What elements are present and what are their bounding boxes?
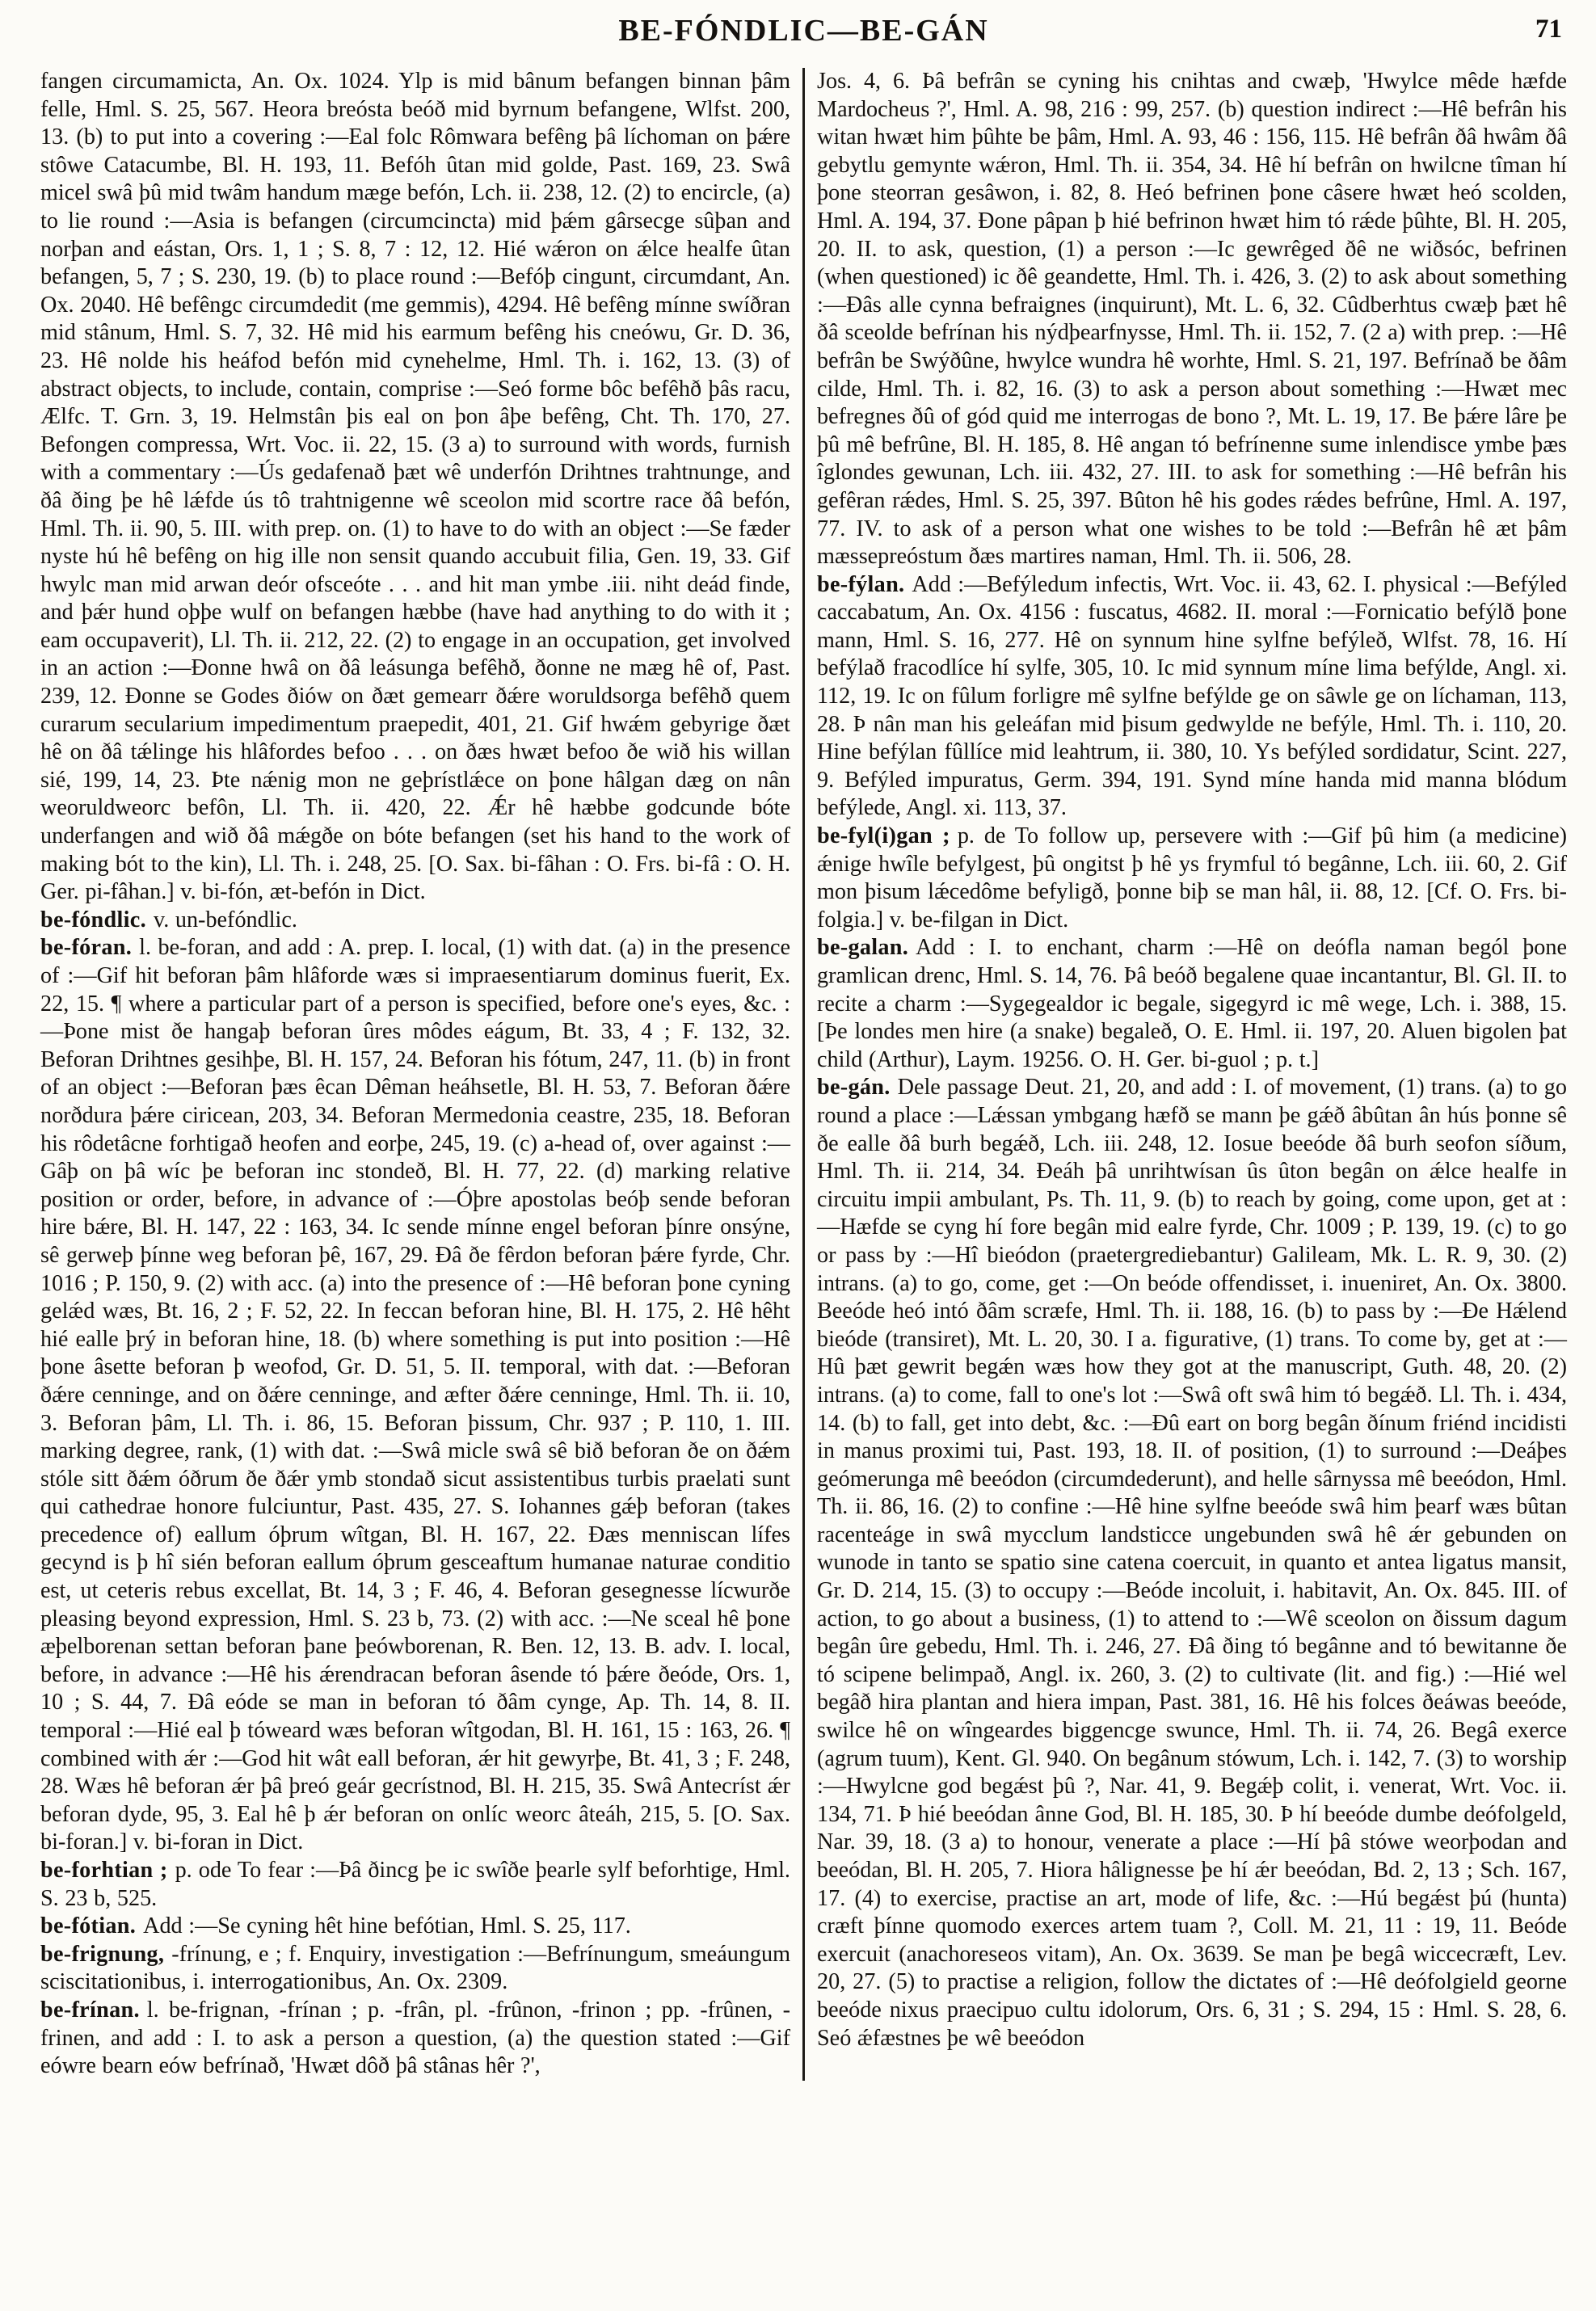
entry-headword: be-galan. xyxy=(817,935,909,961)
entry-text: Add :—Se cyning hêt hine befótian, Hml. S. 25, 117. xyxy=(143,1913,631,1939)
entry-text: fangen circumamicta, An. Ox. 1024. Ylp is mid bânum befangen binnan þâm felle, Hml. S. 25, 567. Heora breósta beóð mid byrnum befangene, Wlfst. 200, 13. (b) to put into a covering :—Eal folc Rômwara befêng þâ líchoman on þǽre stôwe Catacumbe, Bl. H. 193, 11. Befóh ûtan mid golde, Past. 169, 23. Swâ micel swâ þû mid twâm handum mæge befón, Lch. ii. 238, 12. (2) to encircle, (a) to lie round :—Asia is befangen (circumcincta) mid þǽm gârsecge sûþan and norþan and eástan, Ors. 1, 1 ; S. 8, 7 : 12, 12. Hié wǽron on ǽlce healfe ûtan befangen, 5, 7 ; S. 230, 19. (b) to place round :—Befóþ cingunt, circumdant, An. Ox. 2040. Hê befêngc circumdedit (me gemmis), 4294. Hê befêng mínne swíðran mid stânum, Hml. S. 7, 32. Hê mid his earmum befêng his cneówu, Gr. D. 36, 23. Hê nolde his heáfod befón mid cynehelme, Hml. Th. i. 162, 13. (3) of abstract objects, to include, contain, comprise :—Seó forme bôc befêhð þâs racu, Ælfc. T. Grn. 3, 19. Helmstân þis eal on þon âþe befêng, Cht. Th. 170, 27. Befongen compressa, Wrt. Voc. ii. 22, 15. (3 a) to surround with words, furnish with a commentary :—Ús gedafenað þæt wê underfón Drihtnes trahtnunge, and ðâ ðing þe hê lǽfde ús tô trahtnigenne wê sceolon mid scortre race ðâ befón, Hml. Th. ii. 90, 5. III. with prep. on. (1) to have to do with an object :—Se fæder nyste hú hê befêng on hig ille non sensit quando accubuit filia, Gen. 19, 33. Gif hwylc man mid arwan deór ofsceóte . . . and hit man ymbe .iii. niht deád finde, and þǽr hund oþþe wulf on befangen hæbbe (have had anything to do with it ; eam occupaverit), Ll. Th. ii. 212, 22. (2) to engage in an occupation, get involved in an action :—Ðonne hwâ on ðâ leásunga befêhð, ðonne ne mæg hê of, Past. 239, 12. Ðonne se Godes ðiów on ðæt gemearr ðǽre woruldsorga befêhð quem curarum secularium impedimentum praepedit, 401, 21. Gif hwǽm gebyrige ðæt hê on ðâ tǽlinge his hlâfordes befoo . . . on ðæs hwæt befoo ðe wið his willan sié, 199, 14, 23. Þte nǽnig mon ne geþrístlǽce on þone hâlgan dæg on nân weoruldweorc befôn, Ll. Th. ii. 420, 22. Ǽr hê hæbbe godcunde bóte underfangen and wið ðâ mǽgðe on bóte befangen (set his hand to the work of making bót to the kin), Ll. Th. i. 248, 25. [O. Sax. bi-fâhan : O. Frs. bi-fâ : O. H. Ger. pi-fâhan.] v. bi-fón, æt-befón in Dict. xyxy=(40,69,790,905)
entry-headword: be-fótian. xyxy=(40,1913,137,1939)
entry-headword: be-frignung, xyxy=(40,1941,165,1967)
entry-headword: be-forhtian ; xyxy=(40,1858,168,1883)
entry-headword: be-fóndlic. xyxy=(40,907,146,932)
entry-be-forhtian xyxy=(40,1857,790,1913)
entry-headword: be-fyl(i)gan ; xyxy=(817,823,950,849)
entry-text: p. de To follow up, persevere with :—Gif þû him (a medicine) ǽnige hwîle befylgest, þû ongitst þ hê ys frymful tó begânne, Lch. iii. 60, 2. Gif mon þisum lǽcedôme befyligð, þonne biþ se man hâl, ii. 88, 12. [Cf. O. Frs. bi-folgia.] v. be-filgan in Dict. xyxy=(817,823,1567,932)
entry-headword: be-fýlan. xyxy=(817,571,905,597)
entry-text: Add :—Befýledum infectis, Wrt. Voc. ii. 43, 62. I. physical :—Befýled caccabatum, An. Ox. 4156 : fuscatus, 4682. II. moral :—Fornicatio befýlð þone mann, Hml. S. 16, 277. Hê on synnum hine sylfne befýleð, Wlfst. 78, 16. Hí befýlað fracodlíce hí sylfe, 305, 10. Ic mid synnum míne lima befýlde, Angl. xi. 112, 19. Ic on fûlum forligre mê sylfne befýlde ge on sâwle ge on líchaman, 113, 28. Þ nân man his geleáfan mid þisum gedwylde ne befýle, Hml. Th. i. 110, 20. Hine befýlan fûllíce mid leahtrum, ii. 380, 10. Ys befýled sordidatur, Scint. 227, 9. Befýled impuratus, Germ. 394, 191. Synd míne handa mid manna blódum befýlede, Angl. xi. 113, 37. xyxy=(817,571,1567,821)
entry-text: v. un-befóndlic. xyxy=(153,907,297,932)
entry-headword: be-fóran. xyxy=(40,935,133,961)
entry-be-frinan xyxy=(40,1997,790,2081)
entry-text: p. ode To fear :—Þâ ðincg þe ic swîðe þearle sylf beforhtige, Hml. S. 23 b, 525. xyxy=(40,1858,790,1911)
entry-text: l. be-foran, and add : A. prep. I. local, (1) with dat. (a) in the presence of :—Gif hit beforan þâm hlâforde wæs si impraesentiarum dominus fuerit, Ex. 22, 15. ¶ where a particular part of a person is specified, before one's eyes, &c. :—Þone mist ðe hangaþ beforan ûres môdes eágum, Bt. 33, 4 ; F. 132, 32. Beforan Drihtnes gesihþe, Bl. H. 157, 24. Beforan his fótum, 247, 11. (b) in front of an object :—Beforan þæs êcan Dêman heáhsetle, Bl. H. 53, 7. Beforan ðǽre norðdura þǽre ciricean, 203, 34. Beforan Mermedonia ceastre, 235, 18. Beforan his rôdetâcne forhtigað heofen and eorþe, 245, 19. (c) a-head of, over against :—Gâþ on þâ wíc þe beforan inc stondeð, Bl. H. 77, 22. (d) marking relative position or order, before, in advance of :—Óþre apostolas beóþ sende beforan hire bǽre, Bl. H. 147, 22 : 163, 34. Ic sende mínne engel beforan þínre onsýne, sê gerweþ þínne weg beforan þê, 167, 29. Ðâ ðe fêrdon beforan þǽre fyrde, Chr. 1016 ; P. 150, 9. (2) with acc. (a) into the presence of :—Hê beforan þone cyning gelǽd wæs, Bt. 16, 2 ; F. 52, 22. In feccan beforan hine, Bl. H. 175, 2. Hê hêht hié ealle þrý in beforan hine, 18. (b) where something is put into position :—Hê þone âsette beforan þ weofod, Gr. D. 51, 5. II. temporal, with dat. :—Beforan ðǽre cenninge, and on ðǽre cenninge, and æfter ðǽre cenninge, Hml. Th. ii. 10, 3. Beforan þâm, Ll. Th. i. 86, 15. Beforan þissum, Chr. 937 ; P. 110, 1. III. marking degree, rank, (1) with dat. :—Swâ micle swâ sê bið beforan ðe on ðǽm stóle sitt ðǽm óðrum ðe ðǽr ymb stondað sicut assistentibus turbis praelati sunt qui cathedrae honore fulciuntur, Past. 435, 27. S. Iohannes gǽþ beforan (takes precedence of) eallum óþrum wîtgan, Bl. H. 167, 22. Ðæs menniscan lífes gecynd is þ hî sién beforan eallum óþrum gesceaftum humanae naturae conditio est, ut ceteris rebus excellat, Bt. 14, 3 ; F. 46, 4. Beforan gesegnesse lícwurðe pleasing beyond expression, Hml. S. 23 b, 73. (2) with acc. :—Ne sceal hê þone æþelborenan settan beforan þane þeówborenan, R. Ben. 12, 13. B. adv. I. local, before, in advance :—Hê his ǽrendracan beforan âsende tó þǽre ðeóde, Ors. 1, 10 ; S. 44, 7. Ðâ eóde se man in beforan tó ðâm cynge, Ap. Th. 14, 8. II. temporal :—Hié eal þ tóweard wæs beforan wîtgodan, Bl. H. 161, 15 : 163, 26. ¶ combined with ǽr :—God hit wât eall beforan, ǽr hit gewyrþe, Bt. 41, 3 ; F. 248, 28. Wæs hê beforan ǽr þâ þreó geár gecrístnod, Bl. H. 215, 35. Swâ Antecríst ǽr beforan dyde, 95, 3. Eal hê þ ǽr beforan on onlíc weorc âteáh, 215, 5. [O. Sax. bi-foran.] v. bi-foran in Dict. xyxy=(40,935,790,1855)
entry-text: Jos. 4, 6. Þâ befrân se cyning his cnihtas and cwæþ, 'Hwylce mêde hæfde Mardocheus ?', Hml. A. 98, 216 : 99, 257. (b) question indirect :—Hê befrân his witan hwæt him þûhte be þâm, Hml. A. 93, 46 : 156, 115. Hê befrân ðâ hwâm ðâ gebytlu gemynte wǽron, Hml. Th. ii. 354, 34. Hê hí befrân on hwilcne tîman hí þone steorran gesâwon, i. 82, 8. Heó befrinen þone câsere hwæt heó scolden, Hml. A. 194, 37. Ðone pâpan þ hié befrinon hwæt him tó rǽde þûhte, Bl. H. 205, 20. II. to ask, question, (1) a person :—Ic gewrêged ðê ne wiðsóc, befrinen (when questioned) ic ðê geandette, Hml. Th. i. 426, 3. (2) to ask about something :—Ðâs alle cynna befraignes (inquirunt), Mt. L. 6, 32. Cûdberhtus cwæþ þæt hê ðâ sceolde befrínan his nýdþearfnysse, Hml. Th. ii. 152, 7. (2 a) with prep. :—Hê befrân be Swýðûne, hwylce wundra hê worhte, Hml. S. 21, 197. Befrínað be ðâm cilde, Hml. Th. i. 82, 16. (3) to ask a person about something :—Hwæt mec befregnes ðû of gód quid me interrogas de bono ?, Mt. L. 19, 17. Be þǽre lâre þe þû mê befrûne, Bl. H. 185, 8. Hê angan tó befrínenne sume inlendisce ymbe þæs îglondes gewunan, Lch. iii. 432, 27. III. to ask for something :—Hê befrân his gefêran rǽdes, Hml. S. 25, 397. Bûton hê his godes rǽdes befrûne, Hml. A. 197, 77. IV. to ask of a person what one wishes to be told :—Befrân hê æt þâm mæssepreóstum ðæs martires naman, Hml. Th. ii. 506, 28. xyxy=(817,69,1567,570)
column-divider xyxy=(802,68,805,2081)
entry-text: l. be-frignan, -frínan ; p. -frân, pl. -frûnon, -frinon ; pp. -frûnen, -frinen, and add : I. to ask a person a question, (a) the question stated :—Gif eówre bearn eów befrínað, 'Hwæt dôð þâ stânas hêr ?', xyxy=(40,1997,790,2079)
entry-be-gan xyxy=(817,1074,1567,2052)
entry-be-frinan-continued xyxy=(817,68,1567,571)
entry-be-fylan xyxy=(817,571,1567,823)
entry-be-fotian xyxy=(40,1913,790,1941)
page-header xyxy=(40,13,1567,60)
entry-be-frignung xyxy=(40,1941,790,1997)
entry-headword: be-gán. xyxy=(817,1075,891,1101)
page-number: 71 xyxy=(1535,15,1562,44)
right-column xyxy=(817,68,1567,2081)
entry-headword: be-frínan. xyxy=(40,1997,140,2023)
page-title: BE-FÓNDLIC—BE-GÁN xyxy=(618,14,989,48)
left-column xyxy=(40,68,790,2081)
entry-be-fyligan xyxy=(817,823,1567,934)
entry-be-fondlic xyxy=(40,907,790,935)
text-columns xyxy=(40,68,1567,2081)
entry-be-foran xyxy=(40,934,790,1857)
entry-text: -frínung, e ; f. Enquiry, investigation :—Befrínungum, smeáungum sciscitationibus, i. interrogationibus, An. Ox. 2309. xyxy=(40,1941,790,1995)
entry-text: Add : I. to enchant, charm :—Hê on deófla naman begól þone gramlican drenc, Hml. S. 14, 76. Þâ beóð begalene quae incantantur, Bl. Gl. II. to recite a charm :—Sygegealdor ic begale, sigegyrd ic mê wege, Lch. i. 388, 15. [Þe londes men hire (a snake) begaleð, O. E. Hml. ii. 197, 20. Aluen bigolen þat child (Arthur), Laym. 19256. O. H. Ger. bi-guol ; p. t.] xyxy=(817,935,1567,1072)
entry-be-fon-continued xyxy=(40,68,790,907)
entry-be-galan xyxy=(817,934,1567,1074)
entry-text: Dele passage Deut. 21, 20, and add : I. of movement, (1) trans. (a) to go round a place :—Lǽssan ymbgang hæfð se mann þe gǽð âbûtan ân hús þonne sê ðe ealle ðâ burh begǽð, Lch. iii. 248, 12. Iosue beeóde ðâ burh seofon síðum, Hml. Th. ii. 214, 34. Ðeáh þâ unrihtwísan ûs ûton begân on ǽlce healfe in circuitu impii ambulant, Ps. Th. 11, 9. (b) to reach by going, come upon, get at :—Hæfde se cyng hí fore begân mid ealre fyrde, Chr. 1009 ; P. 139, 19. (c) to go or pass by :—Hî bieódon (praetergrediebantur) Galileam, Mk. L. R. 9, 30. (2) intrans. (a) to go, come, get :—On beóde offendisset, i. inueniret, An. Ox. 3800. Beeóde heó intó ðâm scræfe, Hml. Th. ii. 188, 16. (b) to pass by :—Ðe Hǽlend bieóde (transiret), Mt. L. 20, 30. I a. figurative, (1) trans. To come by, get at :—Hû þæt gewrit begǽn wæs how they got at the manuscript, Guth. 48, 20. (2) intrans. (a) to come, fall to one's lot :—Swâ oft swâ him tó begǽð. Ll. Th. i. 434, 14. (b) to fall, get into debt, &c. :—Ðû eart on borg begân ðínum friénd incidisti in manus proximi tui, Past. 193, 18. II. of position, (1) to surround :—Deáþes geómerunga mê beeódon (circumdederunt), and helle sârnyssa mê beeódon, Hml. Th. ii. 86, 16. (2) to confine :—Hê hine sylfne beeóde swâ him þearf wæs bûtan racenteáge in swâ mycclum landsticce ungebunden swâ hê ǽr gebunden on wunode in tanto se spatio sine catena coercuit, in quanto et antea ligatus mansit, Gr. D. 214, 15. (3) to occupy :—Beóde incoluit, i. habitavit, An. Ox. 845. III. of action, to go about a business, (1) to attend to :—Wê sceolon on ðissum dagum begân ûre gebedu, Hml. Th. i. 246, 27. Ðâ ðing tó begânne and tó bewitanne ðe tó scipene belimpað, Angl. ix. 260, 3. (2) to cultivate (lit. and fig.) :—Hié wel begâð hira plantan and hiera impan, Past. 381, 16. Hê his folces ðeáwas beeóde, swilce hê on wîngeardes biggencge swunce, Hml. Th. ii. 74, 26. Begâ exerce (agrum tuum), Kent. Gl. 940. On begânum stówum, Lch. i. 142, 7. (3) to worship :—Hwylcne god begǽst þû ?, Nar. 41, 9. Begǽþ colit, i. venerat, Wrt. Voc. ii. 134, 71. Þ hié beeódan ânne God, Bl. H. 185, 30. Þ hí beeóde dumbe deófolgeld, Nar. 39, 18. (3 a) to honour, venerate a place :—Hí þâ stówe weorþodan and beeódan, Bl. H. 205, 7. Hiora hâlignesse þe hí ǽr beeódan, Bd. 2, 13 ; Sch. 167, 17. (4) to exercise, practise an art, mode of life, &c. :—Hú begǽst þú (hunta) cræft þínne quomodo exerces artem tuam ?, Coll. M. 21, 11 : 19, 11. Beóde exercuit (anachoreseos vitam), An. Ox. 3639. Se man þe begâ wiccecræft, Lev. 20, 27. (5) to practise a religion, follow the dictates of :—Hê deófolgield georne beeóde nixus praecipuo cultu idolorum, Ors. 6, 31 ; S. 294, 15 : Hml. S. 28, 6. Seó ǽfæstnes þe wê beeódon xyxy=(817,1075,1567,2051)
